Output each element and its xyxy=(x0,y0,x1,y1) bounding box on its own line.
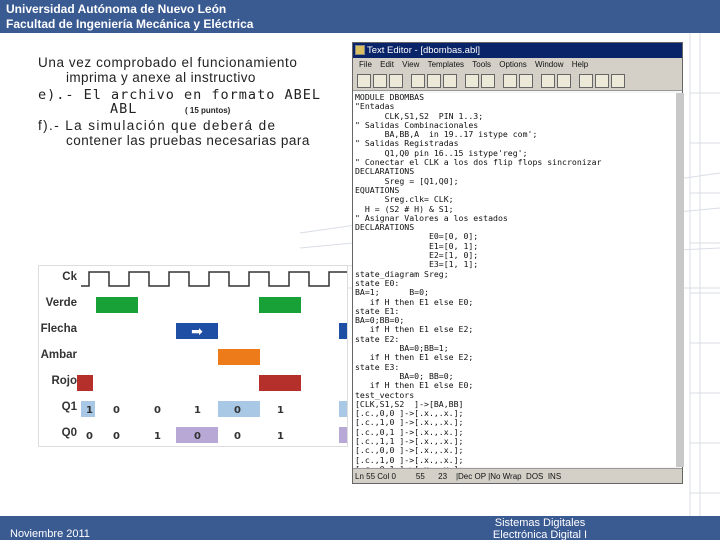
cut-icon[interactable] xyxy=(411,74,425,88)
text-editor-window xyxy=(352,42,683,484)
vertical-scrollbar[interactable] xyxy=(676,93,684,467)
code-line: E1=[0, 1]; xyxy=(355,240,479,251)
university-name: Universidad Autónoma de Nuevo León xyxy=(6,2,227,16)
code-line: if H then E1 else E2; xyxy=(355,324,474,335)
editor-title-bar[interactable] xyxy=(353,43,682,58)
editor-toolbar xyxy=(353,71,682,91)
q0-value: 1 xyxy=(277,431,284,442)
outdent-icon[interactable] xyxy=(557,74,571,88)
new-file-icon[interactable] xyxy=(357,74,371,88)
code-line: [.c.,0,0 ]->[.x.,.x.]; xyxy=(355,445,464,456)
instruction-line-1: Una vez comprobado el funcionamiento xyxy=(38,55,298,70)
find-icon[interactable] xyxy=(503,74,517,88)
q1-value: 1 xyxy=(277,405,284,416)
signal-label-ambar: Ambar xyxy=(40,349,77,361)
code-line: E3=[1, 1]; xyxy=(355,259,479,270)
rojo-pulse xyxy=(77,375,93,391)
code-line: H = (S2 # H) & S1; xyxy=(355,203,454,214)
code-line: BA=0;BB=0; xyxy=(355,315,405,326)
code-line: E0=[0, 0]; xyxy=(355,231,479,242)
replace-icon[interactable] xyxy=(519,74,533,88)
code-line: state E3: xyxy=(355,361,400,372)
redo-icon[interactable] xyxy=(481,74,495,88)
code-line: if H then E1 else E2; xyxy=(355,352,474,363)
q1-value: 0 xyxy=(154,405,161,416)
verde-pulse xyxy=(259,297,301,313)
menu-edit[interactable]: Edit xyxy=(380,60,394,69)
verde-pulse xyxy=(96,297,138,313)
code-line: [.c.,1,0 ]->[.x.,.x.]; xyxy=(355,454,464,465)
menu-options[interactable]: Options xyxy=(499,60,527,69)
q1-high xyxy=(339,401,347,417)
code-line: CLK,S1,S2 PIN 1..3; xyxy=(355,110,484,121)
section-f-line-2: contener las pruebas necesarias para xyxy=(66,133,310,148)
code-line: " Salidas Combinacionales xyxy=(355,119,479,130)
instruction-line-2: imprima y anexe al instructivo xyxy=(66,70,256,85)
clock-waveform xyxy=(81,272,347,286)
editor-menu-bar xyxy=(353,58,682,71)
code-line: [CLK,S1,S2 ]->[BA,BB] xyxy=(355,398,464,409)
q0-value: 1 xyxy=(154,431,161,442)
menu-help[interactable]: Help xyxy=(571,60,589,69)
code-line: [.c.,1,1 ]->[.x.,.x.]; xyxy=(355,435,464,446)
code-line: [.c.,1,0 ]->[.x.,.x.]; xyxy=(355,417,464,428)
code-line: if H then E1 else E0; xyxy=(355,296,474,307)
document-icon xyxy=(355,45,365,55)
signal-label-flecha: Flecha xyxy=(40,323,77,335)
help-icon[interactable] xyxy=(611,74,625,88)
code-line: state E1: xyxy=(355,305,400,316)
signal-label-ck: Ck xyxy=(62,271,77,283)
comment-icon[interactable] xyxy=(579,74,593,88)
code-line: state_diagram Sreg; xyxy=(355,268,449,279)
code-line: test_vectors xyxy=(355,389,415,400)
code-line: if H then E1 else E0; xyxy=(355,380,474,391)
footer-date: Noviembre 2011 xyxy=(10,528,90,540)
code-line: "Entadas xyxy=(355,101,395,112)
menu-view[interactable]: View xyxy=(402,60,420,69)
footer-course: Sistemas Digitales xyxy=(494,517,586,529)
section-e-points: ( 15 puntos) xyxy=(185,106,231,115)
save-icon[interactable] xyxy=(389,74,403,88)
flecha-pulse xyxy=(339,323,347,339)
paste-icon[interactable] xyxy=(443,74,457,88)
signal-label-verde: Verde xyxy=(45,297,77,309)
code-line: BA=1; B=0; xyxy=(355,287,429,298)
menu-tools[interactable]: Tools xyxy=(472,60,491,69)
code-line: Sreg = [Q1,Q0]; xyxy=(355,175,459,186)
copy-icon[interactable] xyxy=(427,74,441,88)
q1-value: 0 xyxy=(113,405,120,416)
code-line: " Conectar el CLK a los dos flip flops sincronizar xyxy=(355,157,602,168)
header-band xyxy=(0,0,720,33)
section-e-heading: e).- El archivo en formato ABEL xyxy=(38,87,321,103)
code-line: BA=0; BB=0; xyxy=(355,370,454,381)
menu-templates[interactable]: Templates xyxy=(427,60,465,69)
code-line: state E2: xyxy=(355,333,400,344)
code-line: E2=[1, 0]; xyxy=(355,250,479,261)
code-line: DECLARATIONS xyxy=(355,222,415,233)
code-line: BA=0;BB=1; xyxy=(355,343,449,354)
signal-label-rojo: Rojo xyxy=(51,375,77,387)
q0-value: 0 xyxy=(113,431,120,442)
code-line: DECLARATIONS xyxy=(355,166,415,177)
faculty-name: Facultad de Ingeniería Mecánica y Eléctrica xyxy=(6,17,254,31)
code-line: BA,BB,A in 19..17 istype com'; xyxy=(355,129,538,140)
footer-subject: Electrónica Digital I xyxy=(492,529,588,541)
editor-title: Text Editor - [dbombas.abl] xyxy=(367,45,480,56)
editor-status-bar: Ln 55 Col 0 55 23 |Dec OP |No Wrap DOS INS xyxy=(353,468,682,483)
section-f-heading: f).- La simulación que deberá de xyxy=(38,118,277,133)
footer-band xyxy=(0,516,720,540)
ambar-pulse xyxy=(218,349,260,365)
q1-band xyxy=(81,401,347,417)
code-line: [.c.,0,1 ]->[.x.,.x.]; xyxy=(355,426,464,437)
code-line: EQUATIONS xyxy=(355,184,400,195)
undo-icon[interactable] xyxy=(465,74,479,88)
q0-value: 0 xyxy=(86,431,93,442)
compile-icon[interactable] xyxy=(595,74,609,88)
section-e-format: ABL xyxy=(110,101,138,117)
open-file-icon[interactable] xyxy=(373,74,387,88)
timing-diagram xyxy=(38,265,348,447)
timing-waveforms xyxy=(81,266,347,448)
code-line: state E0: xyxy=(355,277,400,288)
menu-window[interactable]: Window xyxy=(535,60,564,69)
code-line: Sreg.clk= CLK; xyxy=(355,194,454,205)
q0-value: 0 xyxy=(234,431,241,442)
code-line: [.c.,0,0 ]->[.x.,.x.]; xyxy=(355,408,464,419)
code-line: Q1,Q0 pin 16..15 istype'reg'; xyxy=(355,147,528,158)
code-editor-area[interactable] xyxy=(353,93,676,467)
code-line: " Salidas Registradas xyxy=(355,138,459,149)
rojo-pulse xyxy=(259,375,301,391)
q0-value: 0 xyxy=(194,431,201,442)
q0-high xyxy=(339,427,347,443)
code-line: MODULE DBOMBAS xyxy=(355,92,425,102)
q1-value: 0 xyxy=(234,405,241,416)
flecha-arrow-icon: ➡ xyxy=(191,324,203,340)
code-line: " Asignar Valores a los estados xyxy=(355,212,508,223)
menu-file[interactable]: File xyxy=(359,60,372,69)
indent-icon[interactable] xyxy=(541,74,555,88)
q1-value: 1 xyxy=(194,405,201,416)
signal-label-q1: Q1 xyxy=(61,401,77,413)
q1-value: 1 xyxy=(86,405,93,416)
signal-label-q0: Q0 xyxy=(61,427,77,439)
